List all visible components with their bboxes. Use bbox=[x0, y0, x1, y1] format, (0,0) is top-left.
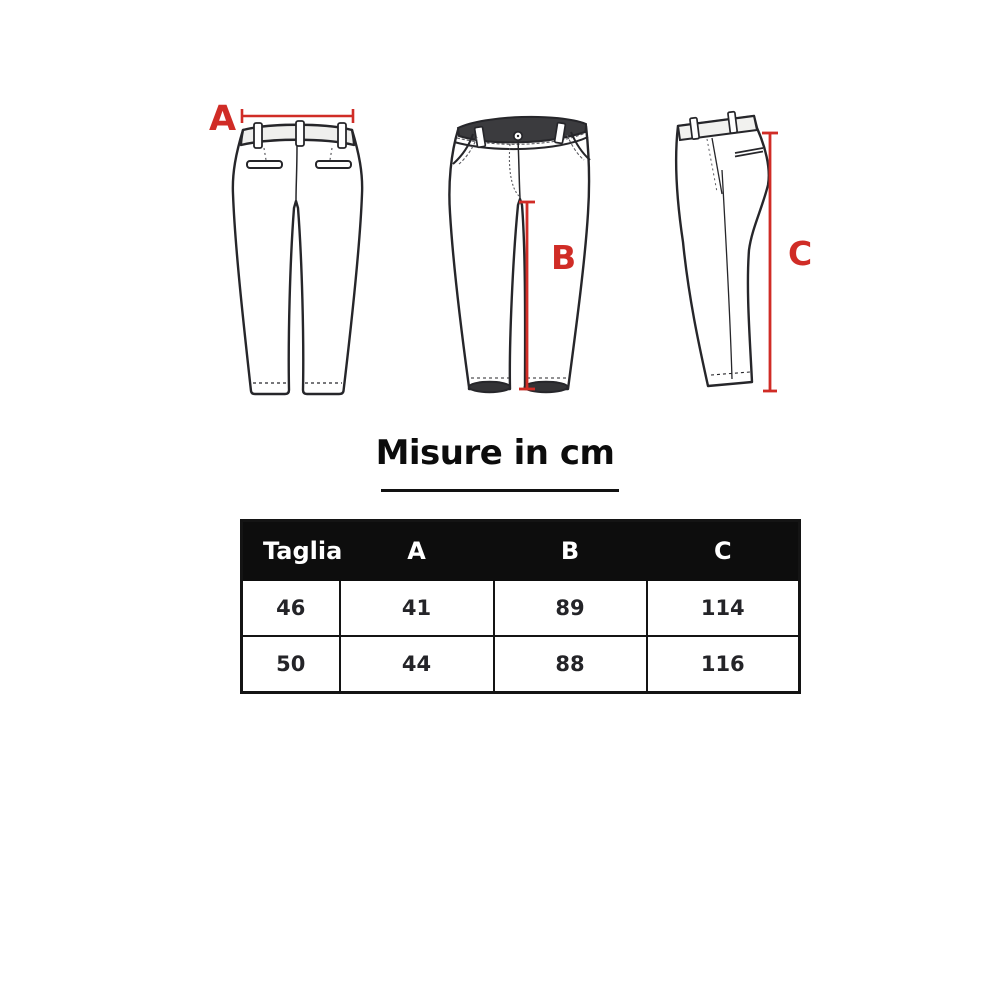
cell-b: 88 bbox=[494, 636, 647, 693]
measure-label-b: B bbox=[551, 238, 577, 277]
pants-front-view-figure bbox=[440, 90, 650, 420]
pants-side-view-figure bbox=[650, 90, 800, 420]
pants-back-view-drawing bbox=[210, 90, 395, 420]
cell-c: 114 bbox=[647, 580, 800, 636]
size-row-50 bbox=[242, 636, 800, 693]
column-header-a: A bbox=[340, 521, 494, 581]
column-header-c: C bbox=[647, 521, 800, 581]
column-header-taglia: Taglia bbox=[242, 521, 340, 581]
measure-label-a: A bbox=[209, 99, 237, 139]
size-table bbox=[240, 519, 801, 694]
cell-taglia: 50 bbox=[242, 636, 340, 693]
cell-a: 44 bbox=[340, 636, 494, 693]
pants-side-view-drawing bbox=[650, 90, 800, 420]
cell-b: 89 bbox=[494, 580, 647, 636]
title-underline-divider bbox=[381, 489, 619, 492]
pants-back-view-figure bbox=[210, 90, 395, 420]
cell-c: 116 bbox=[647, 636, 800, 693]
hem-openings bbox=[469, 382, 568, 392]
waist-button bbox=[514, 132, 522, 140]
cell-taglia: 46 bbox=[242, 580, 340, 636]
cell-a: 41 bbox=[340, 580, 494, 636]
measure-label-c: C bbox=[788, 234, 813, 273]
page-title: Misure in cm bbox=[375, 433, 615, 473]
pants-front-view-drawing bbox=[440, 90, 650, 420]
column-header-b: B bbox=[494, 521, 647, 581]
size-row-46 bbox=[242, 580, 800, 636]
size-table-header-row bbox=[242, 521, 800, 581]
